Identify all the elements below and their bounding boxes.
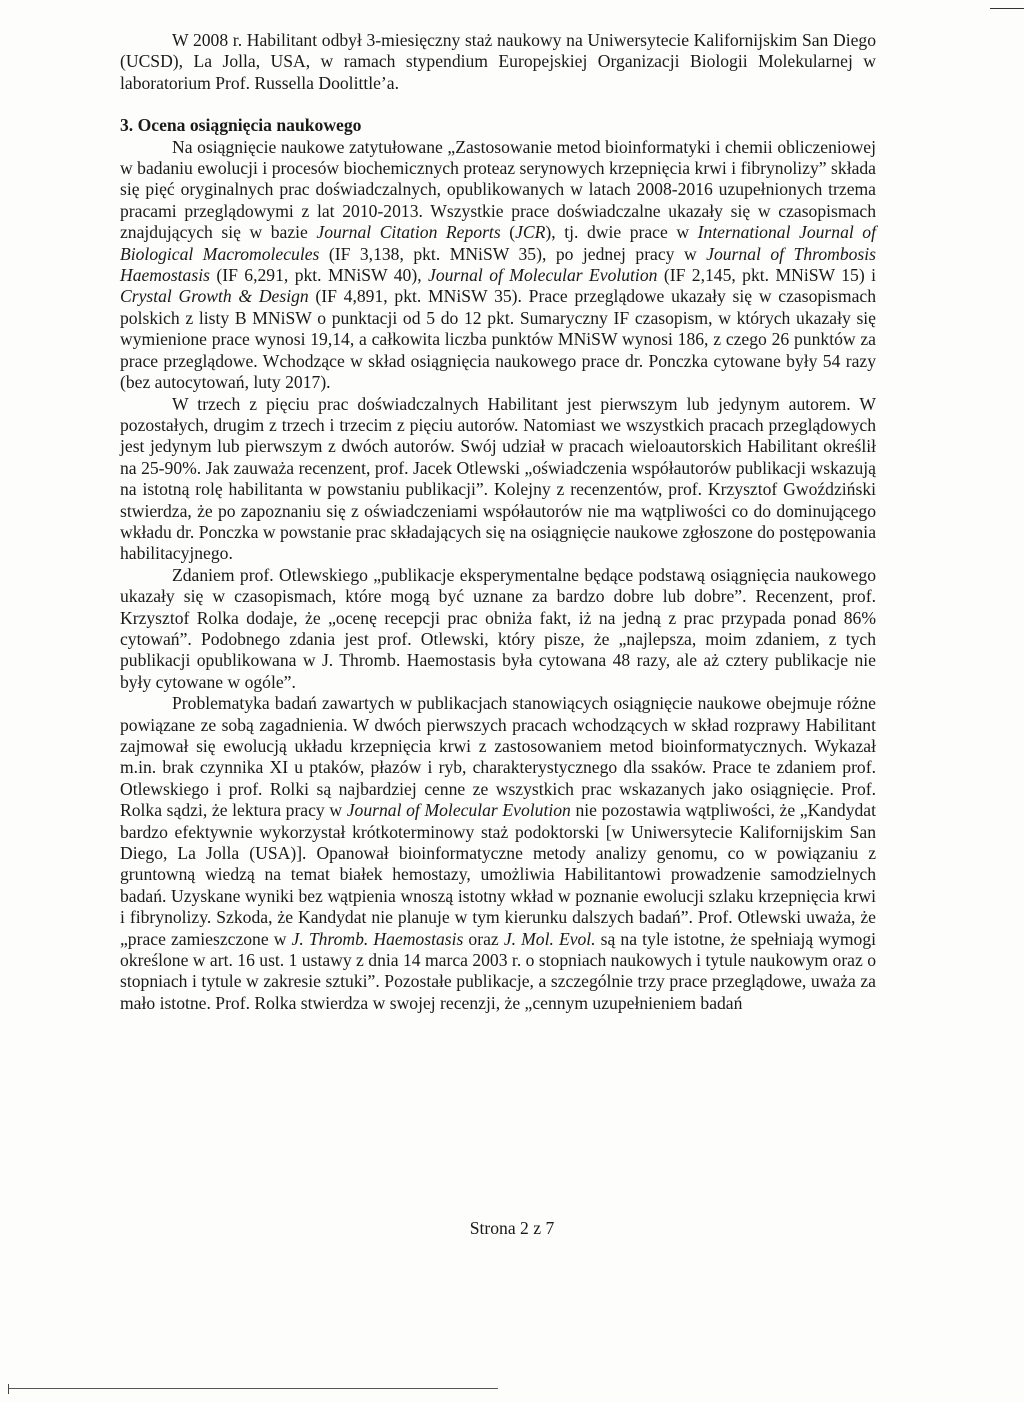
paragraph-reviewer-opinions: Zdaniem prof. Otlewskiego „publikacje eksperymentalne będące podstawą osiągnięcia naukowego ukazały się w czasopismach, które mogą być uznane za bardzo dobre lub dobre”. Recenzent, prof. Krzysztof Rolka dodaje, że „ocenę recepcji prac obniża fakt, iż na jedną z prac przypada ponad 86% cytowań”. Podobnego zdania jest prof. Otlewski, który pisze, że „najlepsza, moim zdaniem, z tych publikacji opublikowana w J. Thromb. Haemostasis była cytowana 48 razy, ale aż cztery publikacje nie były cytowane w ogóle”. bbox=[120, 564, 876, 692]
document-body bbox=[120, 30, 876, 1014]
paragraph-authorship: W trzech z pięciu prac doświadczalnych Habilitant jest pierwszym lub jedynym autorem. W pozostałych, drugim z trzech i trzecim z pięciu autorów. Natomiast we wszystkich pracach przeglądowych jest jedynym lub pierwszym z dwóch autorów. Swój udział w pracach wieloautorskich Habilitant określił na 25-90%. Jak zauważa recenzent, prof. Jacek Otlewski „oświadczenia współautorów publikacji wskazują na istotną rolę habilitanta w powstaniu publikacji”. Kolejny z recenzentów, prof. Krzysztof Gwoździński stwierdza, że po zapoznaniu się z oświadczeniami współautorów nie ma wątpliwości co do dominującego wkładu dr. Ponczka w powstanie prac składających się na osiągnięcie naukowe zgłoszone do postępowania habilitacyjnego. bbox=[120, 393, 876, 564]
journal-abbrev: JCR bbox=[515, 222, 546, 243]
journal-title: Journal of Molecular Evolution bbox=[428, 265, 658, 286]
paragraph-research-scope: Problematyka badań zawartych w publikacjach stanowiących osiągnięcie naukowe obejmuje różne powiązane ze sobą zagadnienia. W dwóch pierwszych pracach wchodzących w skład rozprawy Habilitant zajmował się ewolucją układu krzepnięcia krwi z zastosowaniem metod bioinformatycznych. Wykazał m.in. brak czynnika XI u ptaków, płazów i ryb, charakterystycznego dla ssaków. Prace te zdaniem prof. Otlewskiego i prof. Rolki są najbardziej cenne ze wszystkich prac wskazanych jako osiągnięcie. Prof. Rolka sądzi, że lektura pracy w Journal of Molecular Evolution nie pozostawia wątpliwości, że „Kandydat bardzo efektywnie wykorzystał krótkoterminowy staż podoktorski [w Uniwersytecie Kalifornijskim San Diego, La Jolla (USA)]. Opanował bioinformatyczne metody analizy genomu, co w powiązaniu z gruntowną wiedzą na temat białek hemostazy, umożliwia Habilitantowi prowadzenie samodzielnych badań. Uzyskane wyniki bez wątpienia wnoszą istotny wkład w poznanie ewolucji szlaku krzepnięcia krwi i fibrynolizy. Szkoda, że Kandydat nie planuje w tym kierunku dalszych badań”. Prof. Otlewski uważa, że „prace zamieszczone w J. Thromb. Haemostasis oraz J. Mol. Evol. są na tyle istotne, że spełniają wymogi określone w art. 16 ust. 1 ustawy z dnia 14 marca 2003 r. o stopniach naukowych i tytule naukowym oraz o stopniach i tytule w zakresie sztuki”. Pozostałe publikacje, a szczególnie trzy prace przeglądowe, uważa za mało istotne. Prof. Rolka stwierdza w swojej recenzji, że „cennym uzupełnieniem badań bbox=[120, 693, 877, 1013]
journal-title: Crystal Growth & Design bbox=[120, 286, 309, 307]
paragraph-achievement: Na osiągnięcie naukowe zatytułowane „Zastosowanie metod bioinformatyki i chemii obliczeniowej w badaniu ewolucji i procesów biochemicznych proteaz serynowych krzepnięcia krwi i fibrynolizy” składa się pięć oryginalnych prac doświadczalnych, opublikowanych w latach 2008-2016 uzupełnionych trzema pracami przeglądowymi z lat 2010-2013. Wszystkie prace doświadczalne ukazały się w czasopismach znajdujących się w bazie Journal Citation Reports (JCR), tj. dwie prace w International Journal of Biological Macromolecules (IF 3,138, pkt. MNiSW 35), po jednej pracy w Journal of Thrombosis Haemostasis (IF 6,291, pkt. MNiSW 40), Journal of Molecular Evolution (IF 2,145, pkt. MNiSW 15) i Crystal Growth & Design (IF 4,891, pkt. MNiSW 35). Prace przeglądowe ukazały się w czasopismach polskich z listy B MNiSW o punktacji od 5 do 12 pkt. Sumaryczny IF czasopism, w których ukazały się wymienione prace wynosi 19,14, a całkowita liczba punktów MNiSW wynosi 186, z czego 26 punktów za prace przeglądowe. Wchodzące w skład osiągnięcia naukowego prace dr. Ponczka cytowane były 54 razy (bez autocytowań, luty 2017). bbox=[120, 136, 877, 393]
journal-title: J. Thromb. Haemostasis bbox=[291, 928, 464, 949]
section-heading: 3. Ocena osiągnięcia naukowego bbox=[120, 115, 362, 136]
journal-title: Journal of Molecular Evolution bbox=[346, 800, 571, 821]
journal-title: Journal Citation Reports bbox=[316, 222, 501, 243]
paragraph-internship: W 2008 r. Habilitant odbył 3-miesięczny staż naukowy na Uniwersytecie Kalifornijskim San Diego (UCSD), La Jolla, USA, w ramach stypendium Europejskiej Organizacji Biologii Molekularnej w laboratorium Prof. Russella Doolittle’a. bbox=[120, 30, 876, 93]
page-number: Strona 2 z 7 bbox=[469, 1218, 555, 1238]
journal-title: International Journal of Biological Macromolecules bbox=[120, 222, 876, 264]
scan-edge-line bbox=[8, 1388, 498, 1389]
journal-title: Journal of Thrombosis Haemostasis bbox=[120, 243, 877, 286]
scan-edge-mark bbox=[8, 1384, 9, 1394]
scan-edge-line bbox=[990, 8, 1024, 9]
journal-title: J. Mol. Evol. bbox=[503, 928, 596, 949]
